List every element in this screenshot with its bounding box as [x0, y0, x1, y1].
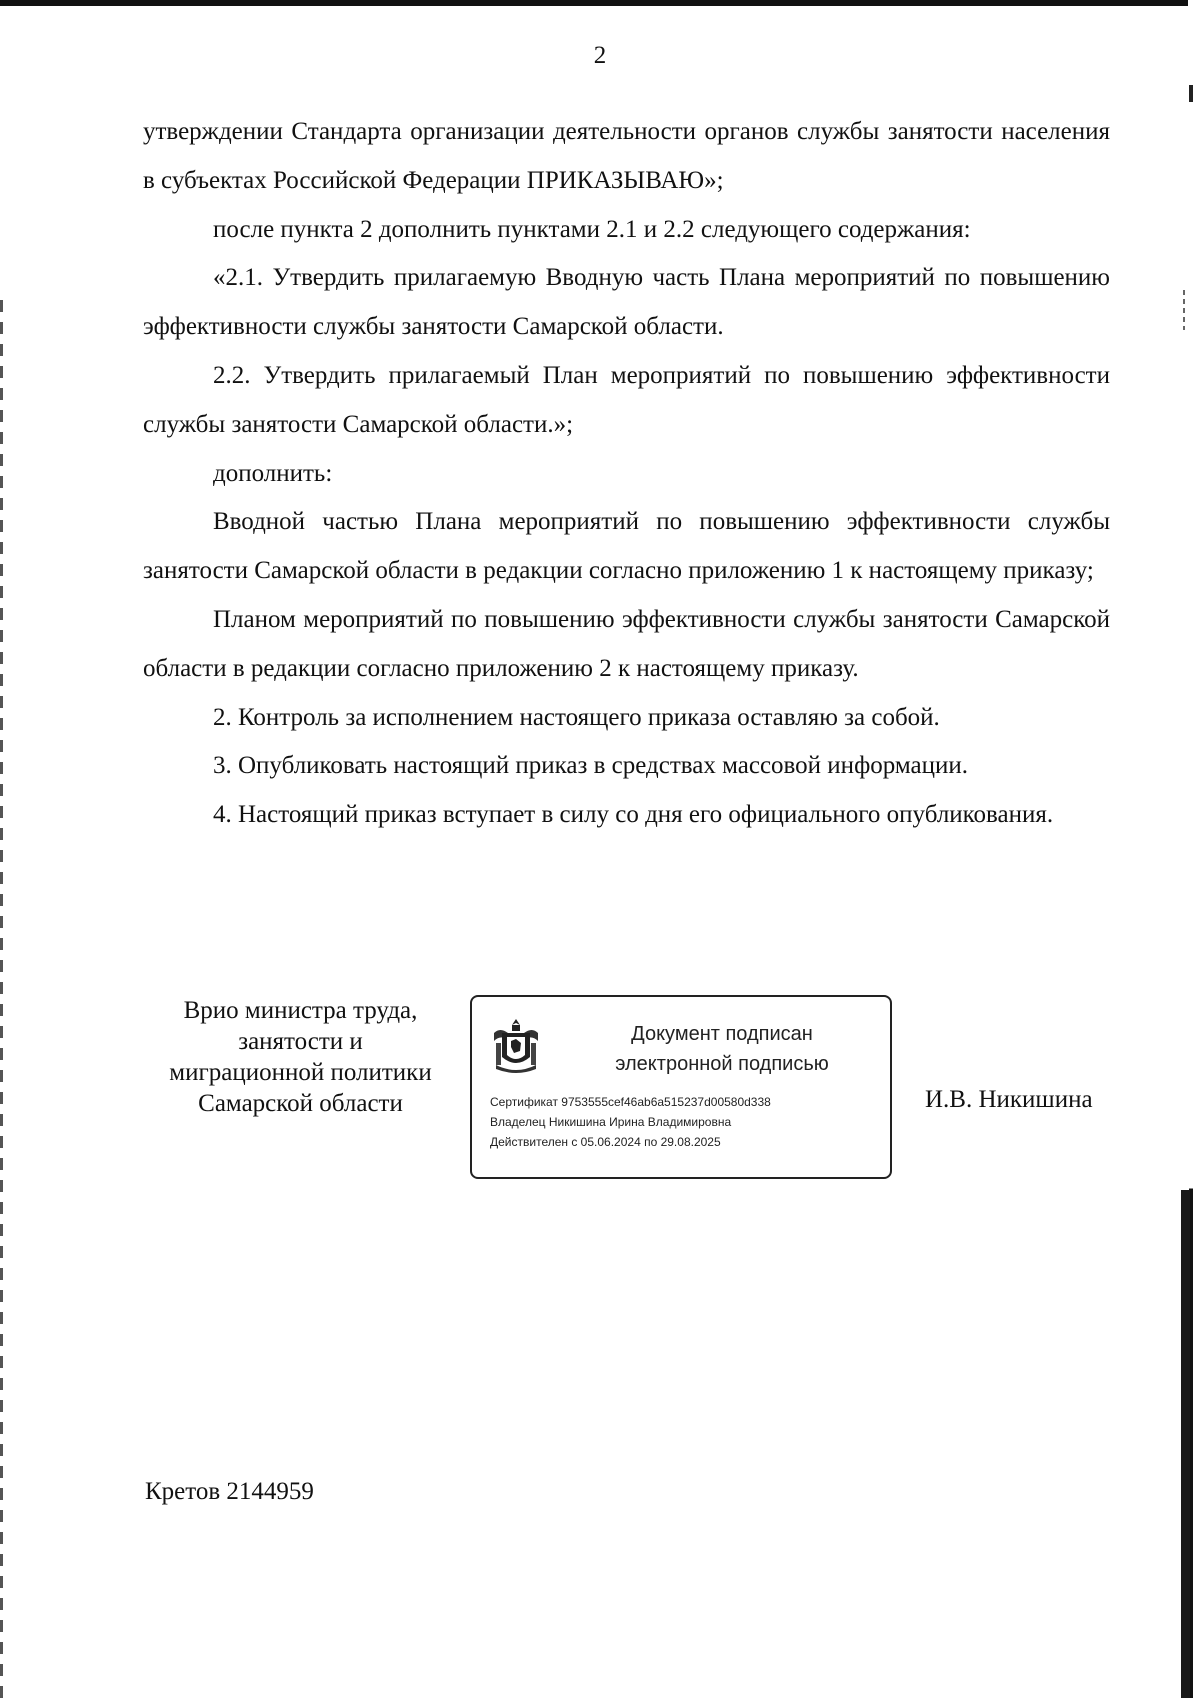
body-paragraph: утверждении Стандарта организации деятельности органов службы занятости населения в субъектах Российской Федерации ПРИКАЗЫВАЮ»; — [143, 118, 1110, 194]
electronic-signature-stamp — [470, 995, 892, 1179]
body-paragraph: «2.1. Утвердить прилагаемую Вводную часть Плана мероприятий по повышению эффективности службы занятости Самарской области. — [143, 264, 1110, 341]
signatory-position-line: Врио министра труда, — [183, 997, 418, 1024]
stamp-title-line: Документ подписан — [631, 1023, 813, 1045]
stamp-validity: Действителен с 05.06.2024 по 29.08.2025 — [490, 1135, 721, 1149]
stamp-details — [490, 1092, 890, 1152]
page-number: 2 — [593, 42, 607, 69]
body-paragraph: 2.2. Утвердить прилагаемый План мероприятий по повышению эффективности службы занятости Самарской области.»; — [143, 361, 1110, 438]
coat-of-arms-icon — [490, 1017, 542, 1075]
body-paragraph: 3. Опубликовать настоящий приказ в средствах массовой информации. — [213, 752, 969, 780]
stamp-owner: Владелец Никишина Ирина Владимировна — [490, 1115, 732, 1129]
signatory-position-line: миграционной политики — [169, 1059, 432, 1086]
body-paragraph: 4. Настоящий приказ вступает в силу со дня его официального опубликования. — [213, 801, 1054, 829]
body-paragraph: дополнить: — [213, 459, 333, 487]
body-paragraph: после пункта 2 дополнить пунктами 2.1 и 2.2 следующего содержания: — [213, 215, 971, 243]
document-body — [143, 108, 1110, 840]
body-paragraph: 2. Контроль за исполнением настоящего приказа оставляю за собой. — [213, 703, 940, 731]
scan-right-shadow — [1181, 1190, 1190, 1698]
scan-left-perforation — [0, 300, 3, 1698]
scan-top-edge — [0, 0, 1188, 6]
scan-right-marks — [1183, 290, 1185, 330]
stamp-title-line: электронной подписью — [615, 1053, 829, 1075]
stamp-certificate: Сертификат 9753555cef46ab6a515237d00580d338 — [490, 1095, 771, 1109]
signer-name: И.В. Никишина — [925, 1086, 1093, 1113]
signatory-position-line: Самарской области — [198, 1090, 403, 1117]
executor-contact: Кретов 2144959 — [145, 1478, 314, 1505]
body-paragraph: Планом мероприятий по повышению эффективности службы занятости Самарской области в редакции согласно приложению 2 к настоящему приказу. — [143, 605, 1110, 682]
signatory-position-line: занятости и — [238, 1028, 363, 1055]
signatory-position — [148, 995, 453, 1119]
body-paragraph: Вводной частью Плана мероприятий по повышению эффективности службы занятости Самарской области в редакции согласно приложению 1 к настоящему приказу; — [143, 508, 1110, 585]
stamp-title — [592, 1019, 852, 1079]
